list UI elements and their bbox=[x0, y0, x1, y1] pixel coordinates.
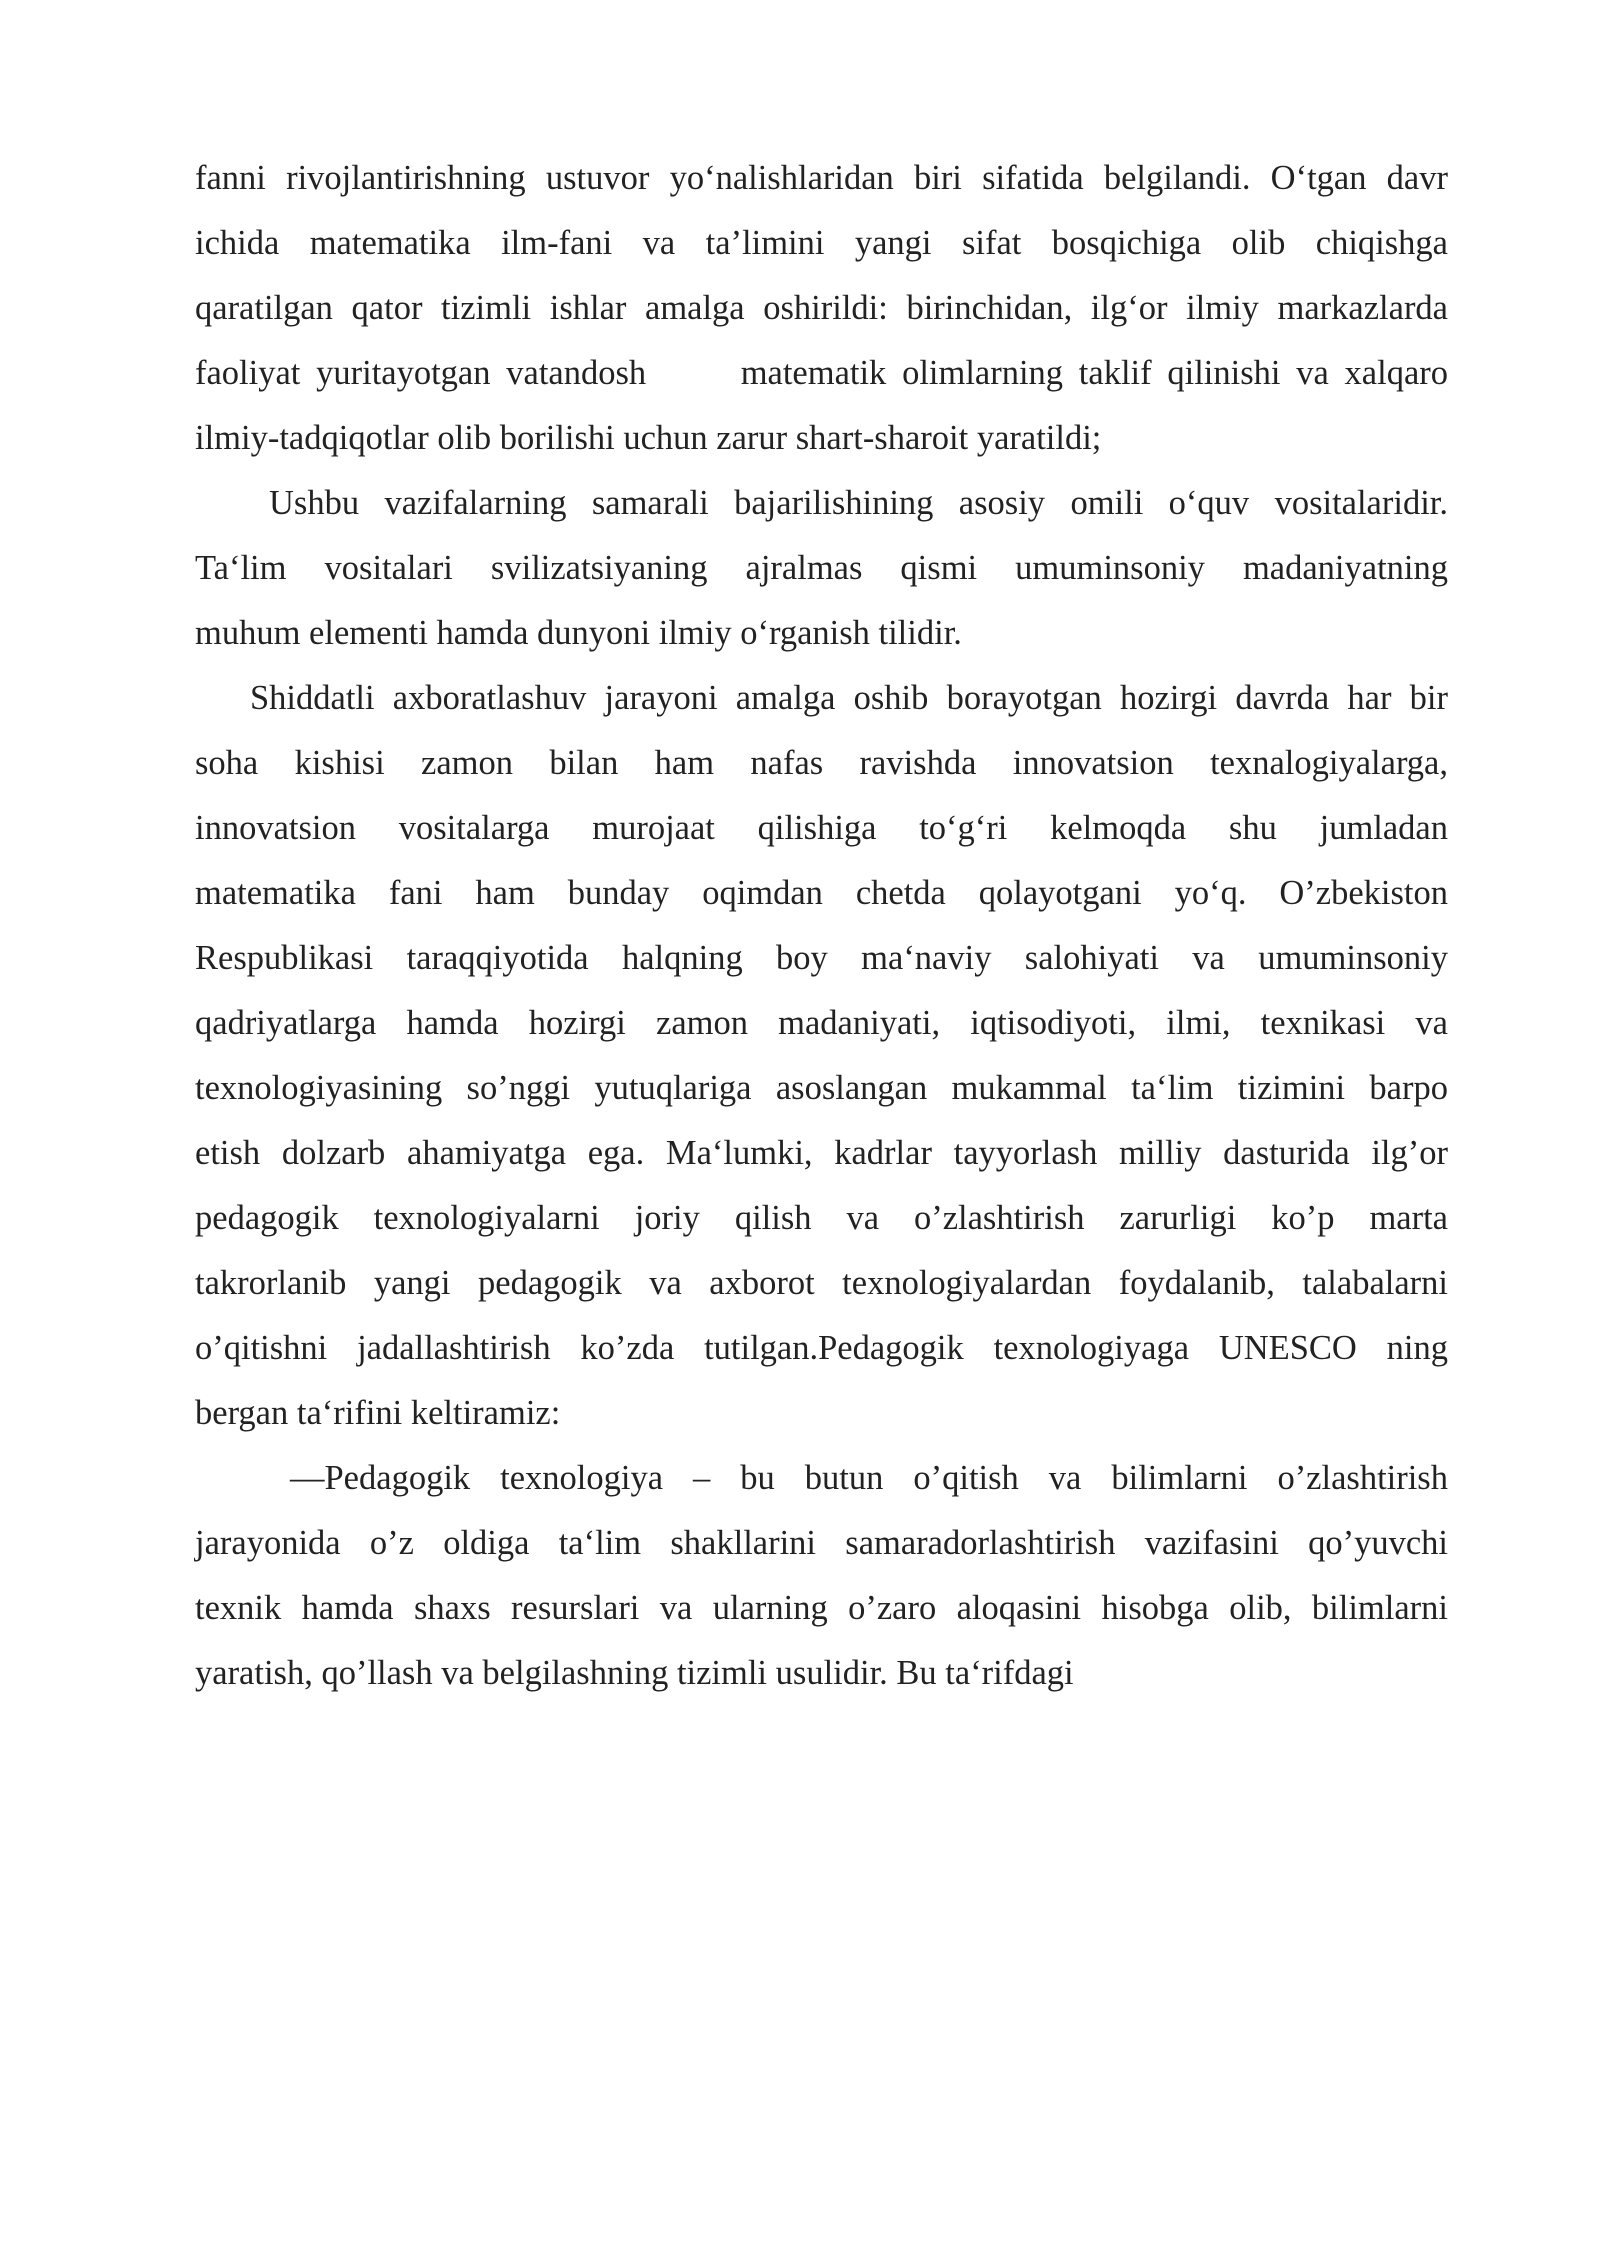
text-line: Ushbu vazifalarning samarali bajarilishining asosiy omili o‘quv vositalaridir. bbox=[269, 484, 1448, 522]
paragraph-1 bbox=[195, 146, 1448, 471]
text-line: yaratish, qo’llash va belgilashning tizimli usulidir. Bu ta‘rifdagi bbox=[195, 1654, 1074, 1692]
paragraph-3 bbox=[195, 666, 1448, 1446]
text-line: innovatsion vositalarga murojaat qilishiga to‘g‘ri kelmoqda shu jumladan bbox=[195, 809, 1448, 847]
text-line: soha kishisi zamon bilan ham nafas ravishda innovatsion texnalogiyalarga, bbox=[195, 744, 1448, 782]
text-line: texnik hamda shaxs resurslari va ularning o’zaro aloqasini hisobga olib, bilimlarni bbox=[195, 1589, 1448, 1627]
text-line: ilmiy-tadqiqotlar olib borilishi uchun zarur shart-sharoit yaratildi; bbox=[195, 419, 1102, 457]
body-text bbox=[195, 146, 1448, 1706]
text-line: Shiddatli axboratlashuv jarayoni amalga oshib borayotgan hozirgi davrda har bir bbox=[250, 679, 1448, 717]
text-line: Ta‘lim vositalari svilizatsiyaning ajralmas qismi umuminsoniy madaniyatning bbox=[195, 549, 1448, 587]
text-line: Respublikasi taraqqiyotida halqning boy ma‘naviy salohiyati va umuminsoniy bbox=[195, 939, 1448, 977]
text-line: matematika fani ham bunday oqimdan chetda qolayotgani yo‘q. O’zbekiston bbox=[195, 874, 1448, 912]
text-line: ichida matematika ilm-fani va ta’limini yangi sifat bosqichiga olib chiqishga bbox=[195, 224, 1448, 262]
text-line: etish dolzarb ahamiyatga ega. Ma‘lumki, kadrlar tayyorlash milliy dasturida ilg’or bbox=[195, 1134, 1448, 1172]
text-line: fanni rivojlantirishning ustuvor yo‘nalishlaridan biri sifatida belgilandi. O‘tgan davr bbox=[195, 159, 1448, 197]
text-line: qaratilgan qator tizimli ishlar amalga oshirildi: birinchidan, ilg‘or ilmiy markazlarda bbox=[195, 289, 1448, 327]
text-line: pedagogik texnologiyalarni joriy qilish va o’zlashtirish zarurligi ko’p marta bbox=[195, 1199, 1448, 1237]
text-line: bergan ta‘rifini keltiramiz: bbox=[195, 1394, 561, 1432]
paragraph-2 bbox=[195, 471, 1448, 666]
text-line: takrorlanib yangi pedagogik va axborot texnologiyalardan foydalanib, talabalarni bbox=[195, 1264, 1448, 1302]
text-line: muhum elementi hamda dunyoni ilmiy o‘rganish tilidir. bbox=[195, 614, 962, 652]
text-line: jarayonida o’z oldiga ta‘lim shakllarini samaradorlashtirish vazifasini qo’yuvchi bbox=[195, 1524, 1448, 1562]
text-line: o’qitishni jadallashtirish ko’zda tutilgan.Pedagogik texnologiyaga UNESCO ning bbox=[195, 1329, 1448, 1367]
text-line: texnologiyasining so’nggi yutuqlariga asoslangan mukammal ta‘lim tizimini barpo bbox=[195, 1069, 1448, 1107]
paragraph-4 bbox=[195, 1446, 1448, 1706]
text-line: faoliyat yuritayotgan vatandosh matematik olimlarning taklif qilinishi va xalqaro bbox=[195, 354, 1448, 392]
text-line: —Pedagogik texnologiya – bu butun o’qitish va bilimlarni o’zlashtirish bbox=[290, 1459, 1448, 1497]
text-line: qadriyatlarga hamda hozirgi zamon madaniyati, iqtisodiyoti, ilmi, texnikasi va bbox=[195, 1004, 1448, 1042]
